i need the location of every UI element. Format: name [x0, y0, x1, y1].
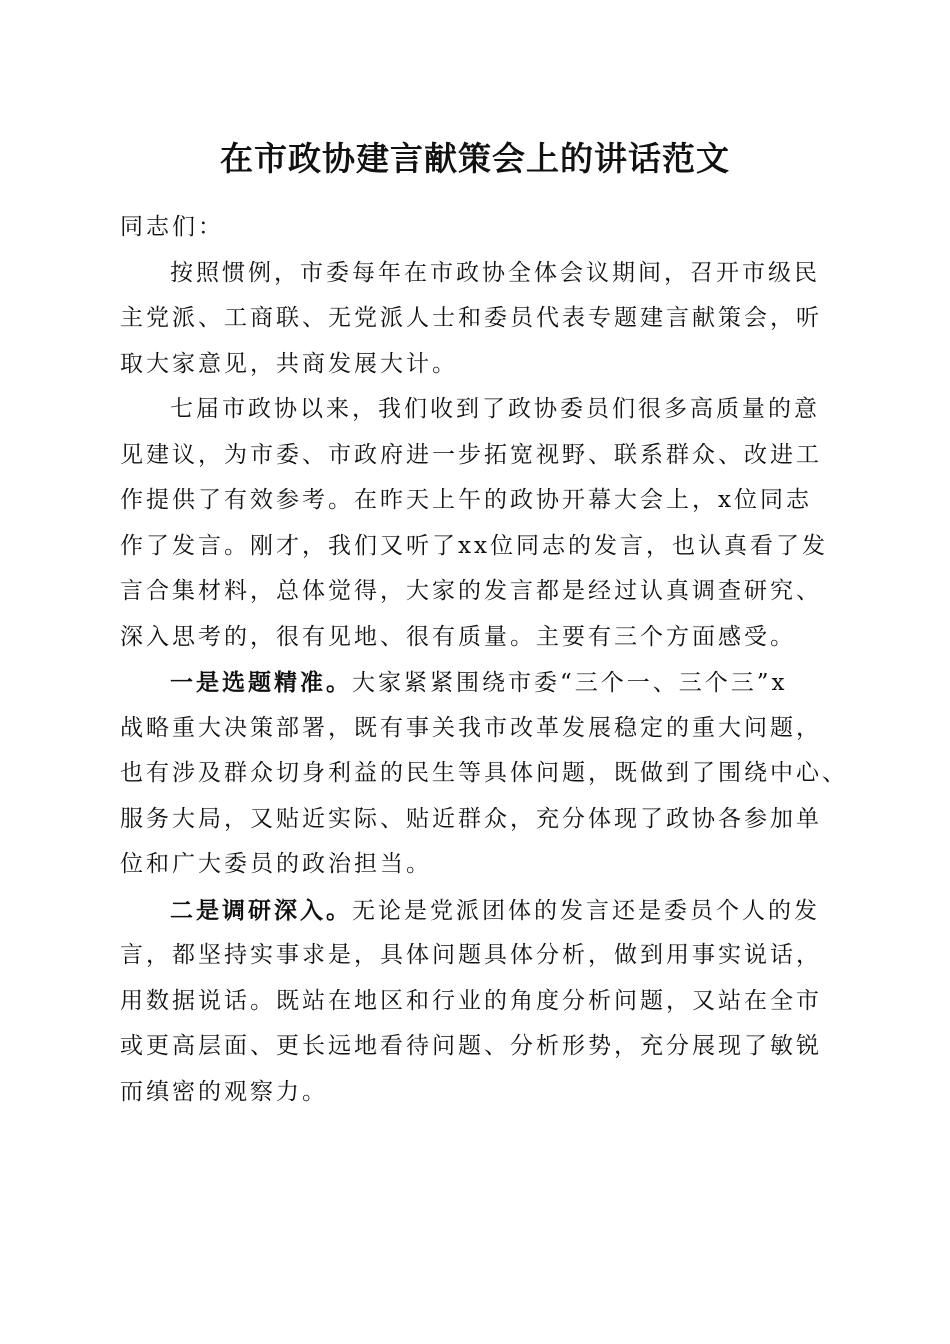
paragraph-line: 七届市政协以来，我们收到了政协委员们很多高质量的意 — [170, 396, 820, 422]
paragraph-line: 而缜密的观察力。 — [120, 1078, 328, 1105]
paragraph-4 — [120, 888, 830, 1116]
paragraph-line: 服务大局，又贴近实际、贴近群众，充分体现了政协各参加单 — [120, 805, 822, 832]
paragraph-1 — [120, 251, 830, 388]
paragraph-first-line — [120, 888, 830, 934]
paragraph-line: 见建议，为市委、市政府进一步拓宽视野、联系群众、改进工 — [120, 441, 822, 468]
paragraph-line: 位和广大委员的政治担当。 — [120, 851, 432, 877]
paragraph-line: 战略重大决策部署，既有事关我市改革发展稳定的重大问题， — [120, 714, 822, 741]
paragraph-line: 按照惯例，市委每年在市政协全体会议期间，召开市级民 — [170, 259, 820, 286]
salutation: 同志们： — [120, 214, 224, 240]
document-body — [120, 205, 848, 1115]
paragraph-line: 取大家意见，共商发展大计。 — [120, 350, 458, 377]
paragraph-line: 主党派、工商联、无党派人士和委员代表专题建言献策会，听 — [120, 305, 822, 331]
paragraph-lead: 一是选题精准。 — [170, 669, 352, 696]
paragraph-text: 无论是党派团体的发言还是委员个人的发 — [352, 897, 820, 924]
paragraph-3 — [120, 660, 848, 888]
paragraph-line: 作提供了有效参考。在昨天上午的政协开幕大会上，x位同志 — [120, 487, 812, 513]
paragraph-line: 言合集材料，总体觉得，大家的发言都是经过认真调查研究、 — [120, 578, 822, 604]
paragraph-line: 用数据说话。既站在地区和行业的角度分析问题，又站在全市 — [120, 987, 822, 1014]
paragraph-line: 言，都坚持实事求是，具体问题具体分析，做到用事实说话， — [120, 942, 822, 968]
paragraph-2 — [120, 387, 830, 660]
paragraph-lead: 二是调研深入。 — [170, 896, 352, 924]
document-title: 在市政协建言献策会上的讲话范文 — [220, 139, 730, 178]
paragraph-first-line — [120, 660, 830, 706]
paragraph-text: 大家紧紧围绕市委“三个一、三个三”x — [352, 670, 788, 696]
paragraph-line: 深入思考的，很有见地、很有质量。主要有三个方面感受。 — [120, 623, 796, 650]
paragraph-line: 作了发言。刚才，我们又听了xx位同志的发言，也认真看了发 — [120, 532, 828, 559]
paragraph-line: 或更高层面、更长远地看待问题、分析形势，充分展现了敏锐 — [120, 1033, 822, 1059]
paragraph-line: 也有涉及群众切身利益的民生等具体问题，既做到了围绕中心、 — [120, 760, 848, 786]
